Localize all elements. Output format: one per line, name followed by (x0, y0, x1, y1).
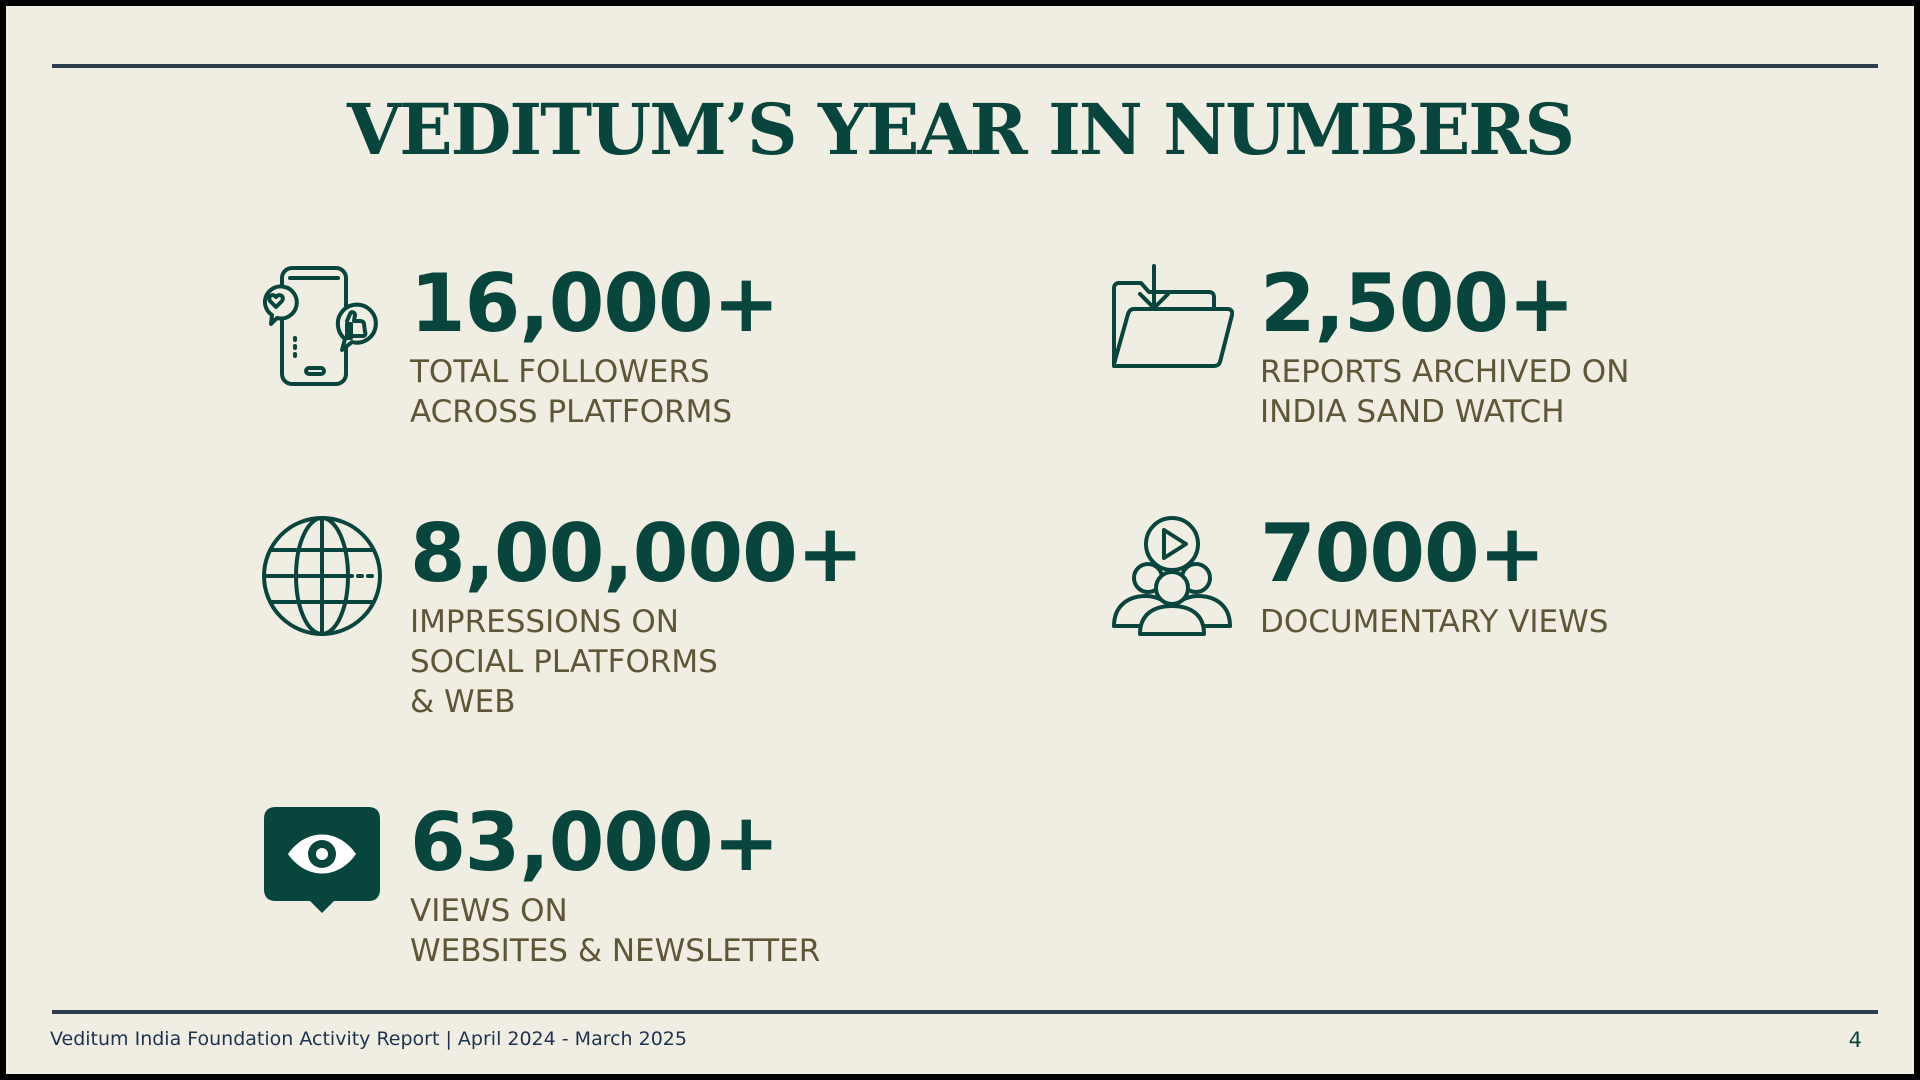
phone-social-icon (260, 264, 384, 388)
stat-label: IMPRESSIONS ON SOCIAL PLATFORMS & WEB (410, 604, 718, 720)
page-title: VEDITUM’S YEAR IN NUMBERS (346, 88, 1574, 171)
stat-label: REPORTS ARCHIVED ON INDIA SAND WATCH (1260, 354, 1630, 430)
globe-icon (260, 514, 384, 638)
stat-number: 2,500+ (1260, 257, 1575, 350)
stat-label: TOTAL FOLLOWERS ACROSS PLATFORMS (410, 354, 733, 430)
stat-number: 8,00,000+ (410, 507, 863, 600)
eye-bubble-icon (260, 803, 384, 927)
folder-download-icon (1110, 264, 1234, 388)
stat-label: DOCUMENTARY VIEWS (1260, 604, 1609, 640)
stat-number: 7000+ (1260, 507, 1545, 600)
stat-number: 63,000+ (410, 796, 779, 889)
stat-label: VIEWS ON WEBSITES & NEWSLETTER (410, 893, 821, 969)
page-number: 4 (1848, 1028, 1862, 1052)
slide (6, 6, 1914, 1074)
stat-number: 16,000+ (410, 257, 779, 350)
top-divider (52, 64, 1878, 68)
audience-play-icon (1110, 514, 1234, 638)
footer-report-title: Veditum India Foundation Activity Report | April 2024 - March 2025 (50, 1028, 687, 1050)
bottom-divider (52, 1010, 1878, 1014)
